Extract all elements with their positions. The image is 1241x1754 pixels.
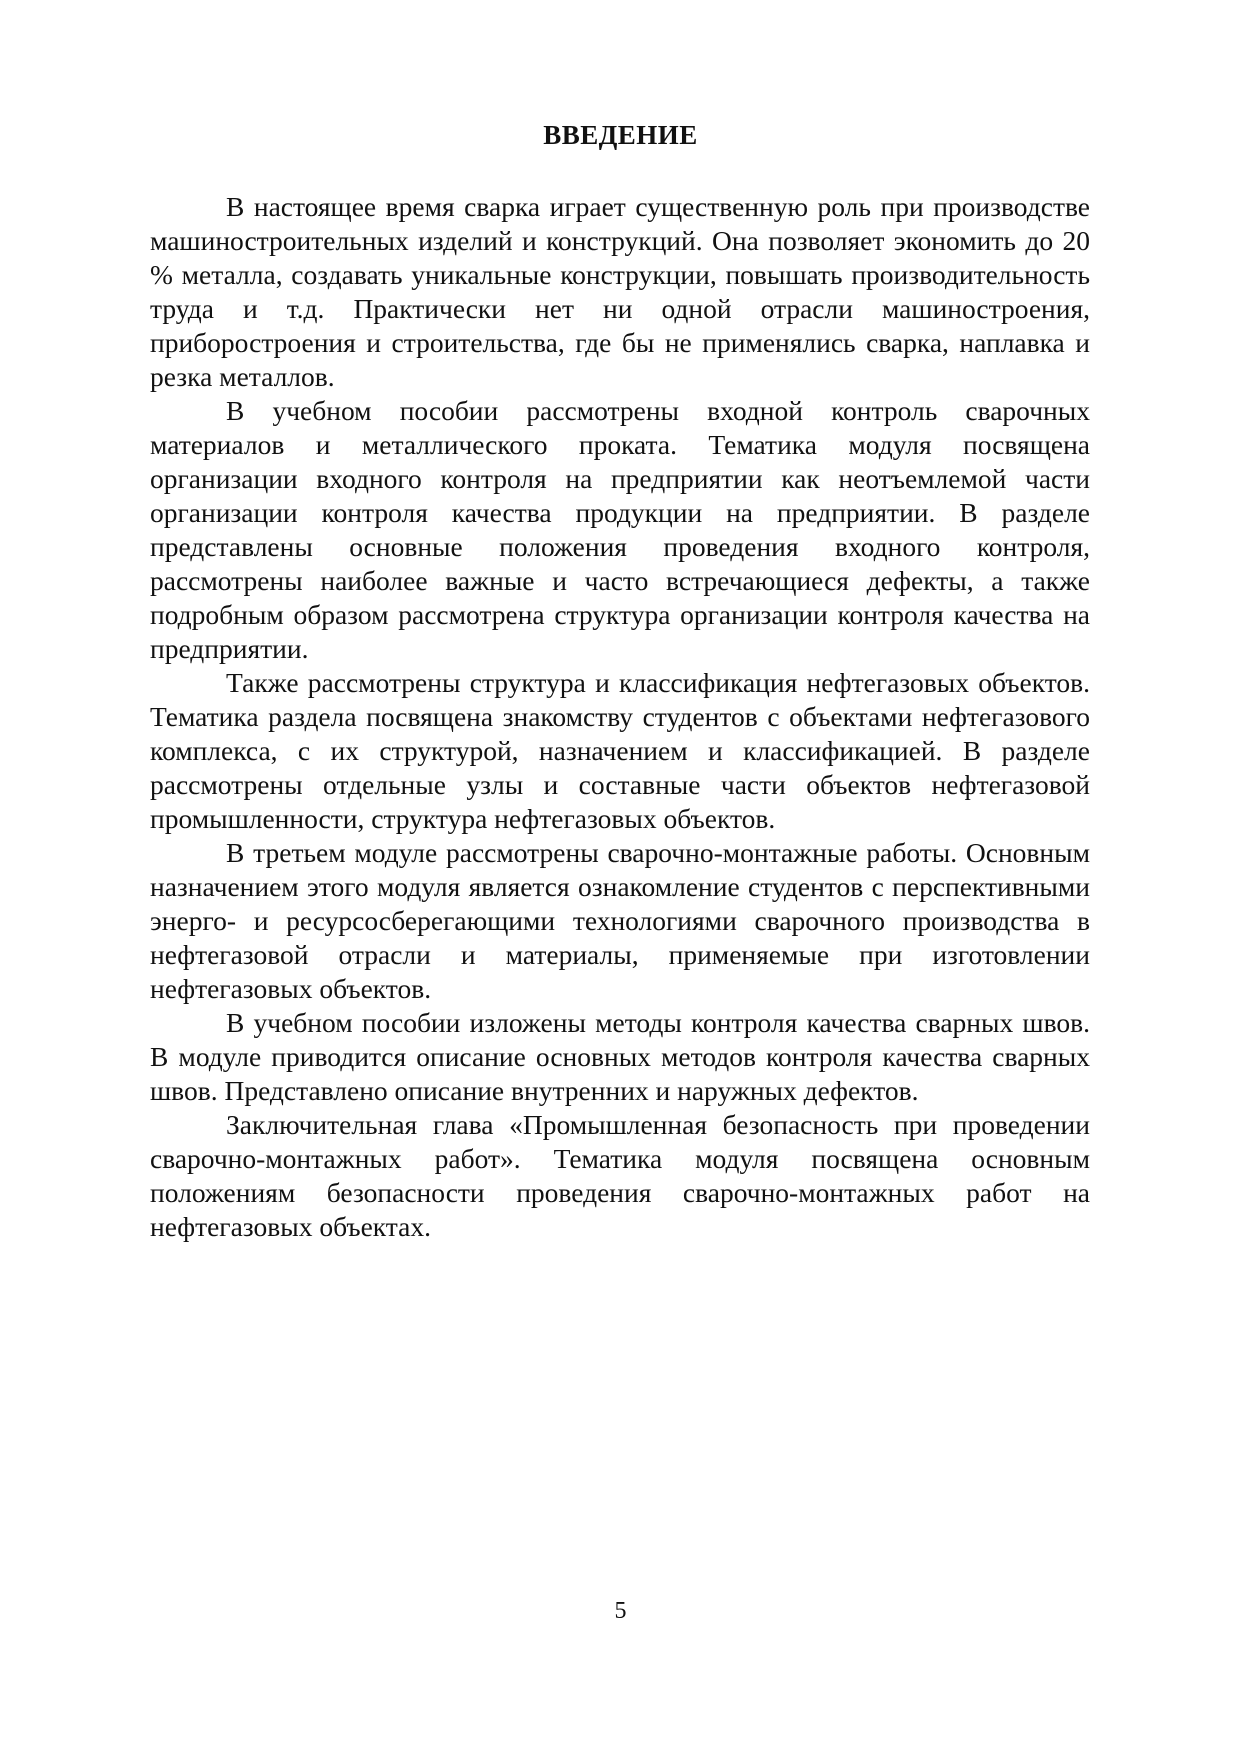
paragraph: В учебном пособии изложены методы контроля качества сварных швов. В модуле приводится описание основных методов контроля качества сварных швов. Представлено описание внутренних и наружных дефектов. — [150, 1007, 1090, 1106]
body-text — [150, 190, 1090, 1244]
paragraph: В третьем модуле рассмотрены сварочно-монтажные работы. Основным назначением этого модуля является ознакомление студентов с перспективными энерго- и ресурсосберегающими технологиями сварочного производства в нефтегазовой отрасли и материалы, применяемые при изготовлении нефтегазовых объектов. — [150, 837, 1090, 1004]
paragraph: В учебном пособии рассмотрены входной контроль сварочных материалов и металлического проката. Тематика модуля посвящена организации входного контроля на предприятии как неотъемлемой части организации контроля качества продукции на предприятии. В разделе представлены основные положения проведения входного контроля, рассмотрены наиболее важные и часто встречающиеся дефекты, а также подробным образом рассмотрена структура организации контроля качества на предприятии. — [150, 395, 1090, 664]
page-number: 5 — [614, 1598, 627, 1624]
paragraph: В настоящее время сварка играет существенную роль при производстве машиностроительных изделий и конструкций. Она позволяет экономить до 20 % металла, создавать уникальные конструкции, повышать производительность труда и т.д. Практически нет ни одной отрасли машиностроения, приборостроения и строительства, где бы не применялись сварка, наплавка и резка металлов. — [150, 191, 1090, 392]
paragraph: Заключительная глава «Промышленная безопасность при проведении сварочно-монтажных работ». Тематика модуля посвящена основным положениям безопасности проведения сварочно-монтажных работ на нефтегазовых объектах. — [150, 1109, 1090, 1242]
section-title: ВВЕДЕНИЕ — [543, 120, 698, 150]
paragraph: Также рассмотрены структура и классификация нефтегазовых объектов. Тематика раздела посвящена знакомству студентов с объектами нефтегазового комплекса, с их структурой, назначением и классификацией. В разделе рассмотрены отдельные узлы и составные части объектов нефтегазовой промышленности, структура нефтегазовых объектов. — [150, 667, 1090, 834]
